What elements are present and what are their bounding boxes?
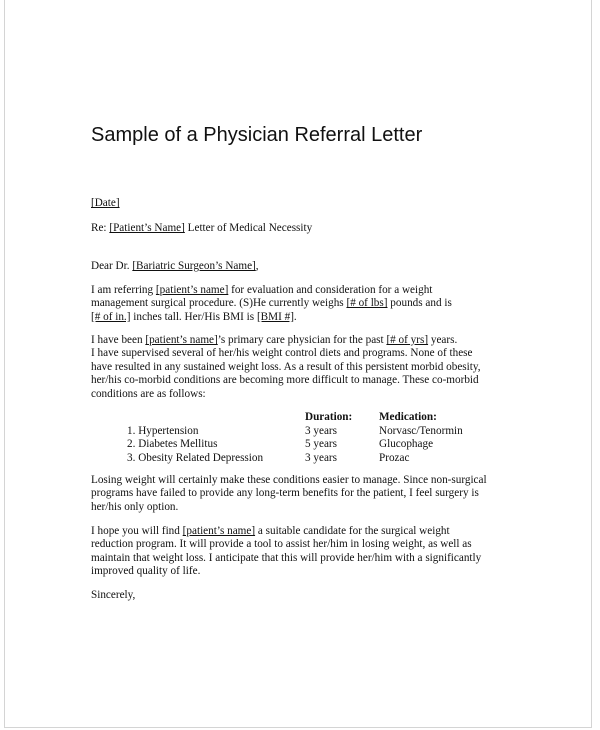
paragraph-4-line-1 xyxy=(91,525,450,538)
paragraph-2-line-4: her/his co-morbid conditions are becoming more difficult to manage. These co-morbid xyxy=(91,374,479,387)
page-title: Sample of a Physician Referral Letter xyxy=(91,124,423,146)
paragraph-1-line-1 xyxy=(91,284,432,297)
text: ’s primary care physician for the past xyxy=(217,334,387,346)
re-suffix: Letter of Medical Necessity xyxy=(184,222,313,234)
paragraph-3-line-1: Losing weight will certainly make these conditions easier to manage. Since non-surgical xyxy=(91,474,487,486)
patient-name-placeholder: [patient’s name] xyxy=(145,334,218,346)
salutation-suffix: , xyxy=(255,260,259,272)
paragraph-4-line-4: improved quality of life. xyxy=(91,565,201,578)
paragraph-4-line-2: reduction program. It will provide a tool to assist her/him in losing weight, as well as xyxy=(91,538,472,551)
paragraph-2-line-2: I have supervised several of her/his weight control diets and programs. None of these xyxy=(91,347,473,360)
surgeon-name-placeholder: [Bariatric Surgeon’s Name] xyxy=(132,260,256,272)
paragraph-2-line-3: have resulted in any sustained weight loss. As a result of this persistent morbid obesity, xyxy=(91,360,481,373)
re-line xyxy=(91,222,312,235)
paragraph-3-line-2: programs have failed to provide any long-term benefits for the patient, I feel surgery is xyxy=(91,487,479,500)
text: inches tall. Her/His BMI is xyxy=(130,310,257,323)
re-prefix: Re: xyxy=(91,222,110,234)
duration-cell: 5 years xyxy=(305,438,337,451)
medication-cell: Prozac xyxy=(379,451,410,464)
text: a suitable candidate for the surgical weight xyxy=(255,525,450,537)
years-placeholder: [# of yrs] xyxy=(386,334,429,346)
weight-placeholder: [# of lbs] xyxy=(346,297,388,310)
medication-cell: Glucophage xyxy=(379,438,434,451)
paragraph-4-line-3: maintain that weight loss. I anticipate that this will provide her/him with a significantly xyxy=(91,551,482,564)
paragraph-3-line-3: her/his only option. xyxy=(91,500,179,513)
patient-name-placeholder: [Patient’s Name] xyxy=(109,222,185,234)
text: . xyxy=(293,310,297,323)
text: years. xyxy=(428,334,458,346)
text: pounds and is xyxy=(387,297,452,310)
condition-cell: 2. Diabetes Mellitus xyxy=(127,438,218,451)
salutation-line xyxy=(91,260,259,273)
patient-name-placeholder: [patient’s name] xyxy=(182,525,256,537)
medication-cell: Norvasc/Tenormin xyxy=(379,425,463,437)
paragraph-1-line-2 xyxy=(91,297,452,310)
bmi-placeholder: [BMI #] xyxy=(256,310,294,323)
date-placeholder: [Date] xyxy=(91,197,120,209)
condition-cell: 1. Hypertension xyxy=(127,425,199,437)
paragraph-2-line-5: conditions are as follows: xyxy=(91,387,206,400)
salutation-prefix: Dear Dr. xyxy=(91,260,133,272)
text: management surgical procedure. (S)He currently weighs xyxy=(91,297,347,310)
patient-name-placeholder: [patient’s name] xyxy=(155,284,229,296)
text: I am referring xyxy=(91,284,156,296)
paragraph-2-line-1 xyxy=(91,334,457,347)
closing-line: Sincerely, xyxy=(91,589,136,601)
text: I hope you will find xyxy=(91,525,183,537)
medication-header: Medication: xyxy=(379,411,437,423)
text: for evaluation and consideration for a weight xyxy=(228,284,433,296)
height-placeholder: [# of in.] xyxy=(91,310,131,323)
text: I have been xyxy=(91,334,146,346)
document-page xyxy=(4,0,592,728)
duration-cell: 3 years xyxy=(305,451,337,464)
condition-cell: 3. Obesity Related Depression xyxy=(127,451,264,464)
date-line xyxy=(91,197,120,210)
paragraph-1-line-3 xyxy=(91,311,297,324)
duration-header: Duration: xyxy=(305,411,353,423)
duration-cell: 3 years xyxy=(305,425,337,437)
